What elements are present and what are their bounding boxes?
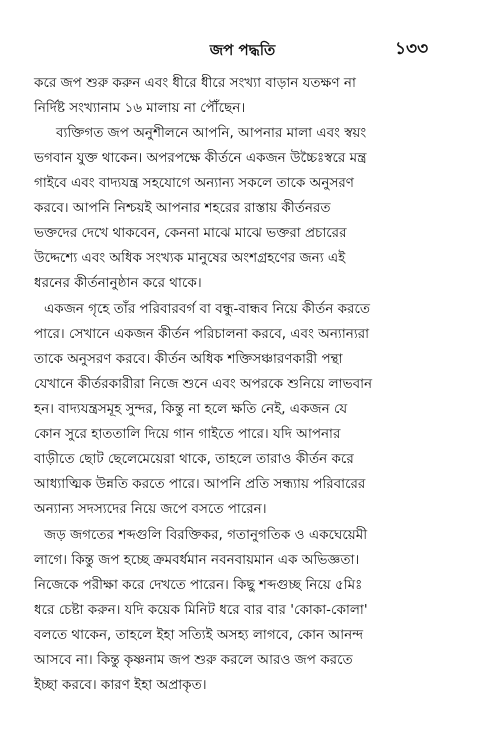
running-header-title: জপ পদ্ধতি (209, 41, 276, 59)
text-line: ভগবান যুক্ত থাকেন। অপরপক্ষে কীর্তনে একজন উচ্চৈঃস্বরে মন্ত্র (34, 150, 367, 166)
text-line: অন্যান্য সদস্যদের নিয়ে জপে বসতে পারেন। (34, 501, 267, 517)
text-line: ধরে চেষ্টা করুন। যদি কয়েক মিনিট ধরে বার বার 'কোকা-কোলা' (34, 602, 368, 618)
text-line: একজন গৃহে তাঁর পরিবারবর্গ বা বন্ধু-বান্ধব নিয়ে কীর্তন করতে (44, 301, 371, 317)
text-line: হন। বাদ্যযন্ত্রসমূহ সুন্দর, কিন্তু না হলে ক্ষতি নেই, একজন যে (34, 401, 348, 417)
text-line: বাড়ীতে ছোট ছেলেমেয়েরা থাকে, তাহলে তারাও কীর্তন করে (34, 451, 354, 467)
text-line: আধ্যাত্মিক উন্নতি করতে পারে। আপনি প্রতি সন্ধ্যায় পরিবারের (34, 476, 366, 492)
text-line: ধরনের কীর্তনানুষ্ঠান করে থাকে। (34, 275, 202, 291)
text-line: নিজেকে পরীক্ষা করে দেখতে পারেন। কিছু শব্দগুচ্ছ নিয়ে ৫মিঃ (34, 577, 363, 593)
text-line: লাগে। কিন্তু জপ হচ্ছে ক্রমবর্ধমান নবনবায়মান এক অভিজ্ঞতা। (34, 552, 360, 568)
text-line: কোন সুরে হাততালি দিয়ে গান গাইতে পারে। যদি আপনার (34, 426, 341, 442)
text-line: নির্দিষ্ট সংখ্যানাম ১৬ মালায় না পৌঁছেন। (34, 100, 246, 116)
text-line: উদ্দেশ্যে এবং অধিক সংখ্যক মানুষের অংশগ্রহণের জন্য এই (34, 250, 346, 266)
text-line: পারে। সেখানে একজন কীর্তন পরিচালনা করবে, এবং অন্যান্যরা (34, 326, 370, 342)
text-line: করে জপ শুরু করুন এবং ধীরে ধীরে সংখ্যা বাড়ান যতক্ষণ না (34, 75, 356, 91)
text-line: তাকে অনুসরণ করবে। কীর্তন অধিক শক্তিসঞ্চারণকারী পন্থা (34, 351, 343, 367)
text-line: বলতে থাকেন, তাহলে ইহা সত্যিই অসহ্য লাগবে, কোন আনন্দ (34, 627, 364, 643)
text-line: যেখানে কীর্তরকারীরা নিজে শুনে এবং অপরকে শুনিয়ে লাভবান (34, 376, 373, 392)
text-line: ভক্তদের দেখে থাকবেন, কেননা মাঝে মাঝে ভক্তরা প্রচারের (34, 225, 347, 241)
text-line: গাইবে এবং বাদ্যযন্ত্র সহযোগে অন্যান্য সকলে তাকে অনুসরণ (34, 175, 354, 191)
text-line: ব্যক্তিগত জপ অনুশীলনে আপনি, আপনার মালা এবং স্বয়ং (56, 125, 367, 141)
text-line: জড় জগতের শব্দগুলি বিরক্তিকর, গতানুগতিক ও একঘেয়েমী (44, 527, 368, 543)
text-line: আসবে না। কিন্তু কৃষ্ণনাম জপ শুরু করলে আরও জপ করতে (34, 652, 353, 668)
text-line: ইচ্ছা করবে। কারণ ইহা অপ্রাকৃত। (34, 677, 207, 693)
text-line: করবে। আপনি নিশ্চয়ই আপনার শহরের রাস্তায় কীর্তনরত (34, 200, 331, 216)
page-number: ১৩৩ (395, 39, 429, 59)
